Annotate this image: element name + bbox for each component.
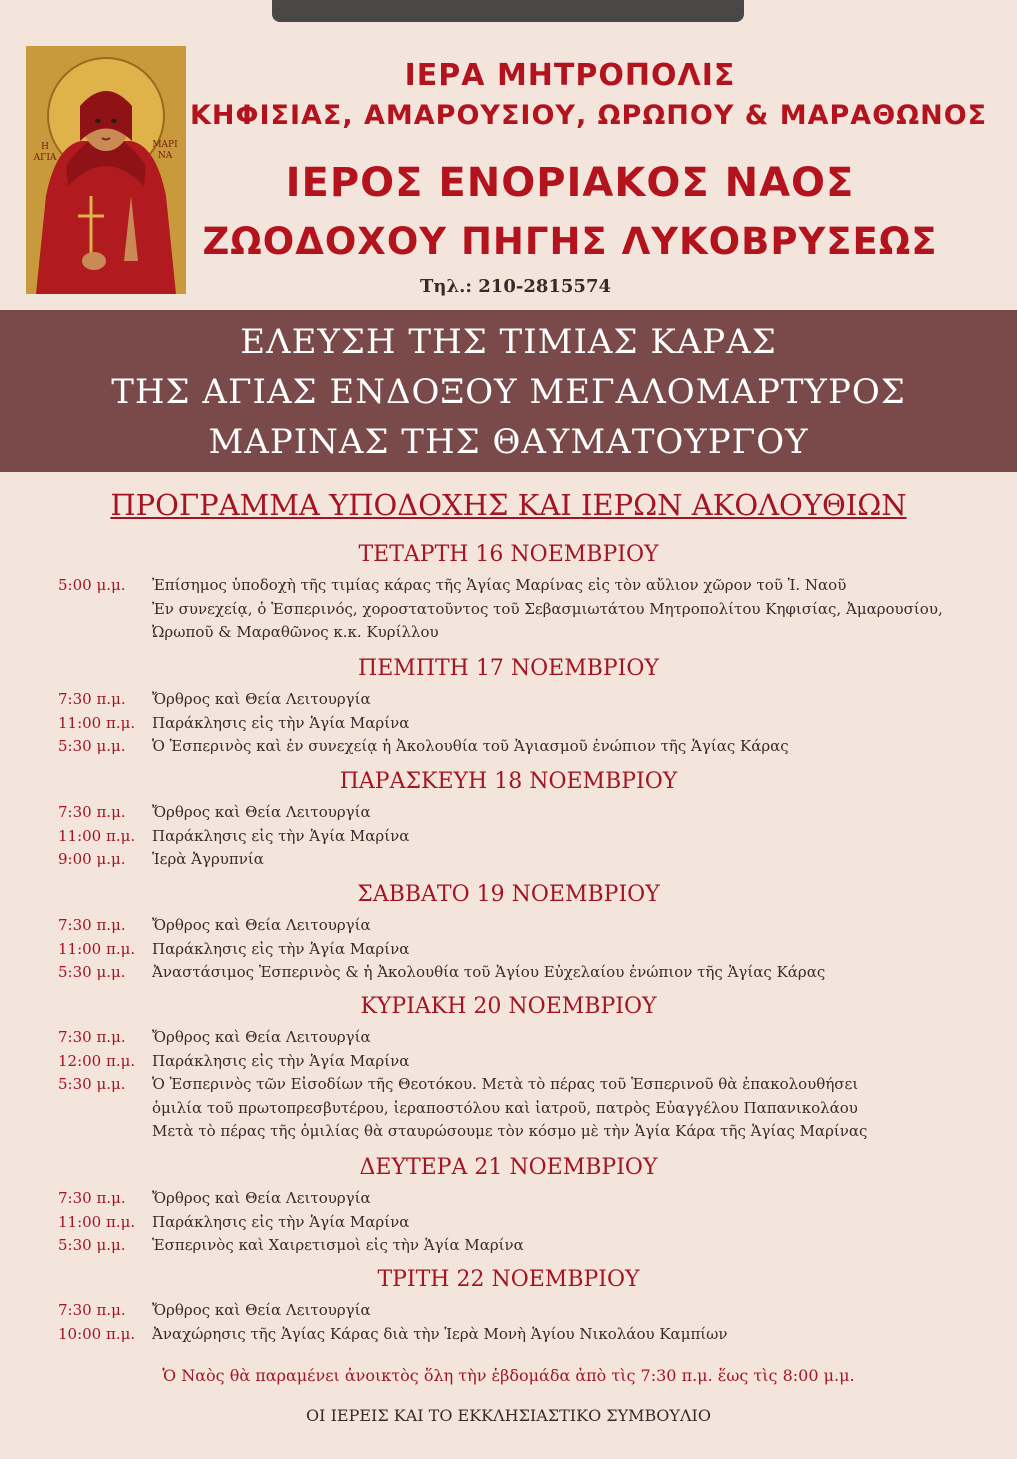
service-description: Ἀναχώρησις τῆς Ἁγίας Κάρας διὰ τὴν Ἱερὰ Μονὴ Ἁγίου Νικολάου Καμπίων xyxy=(152,1324,728,1343)
schedule-row xyxy=(58,940,988,958)
service-time: 11:00 π.μ. xyxy=(58,826,136,845)
schedule-row xyxy=(58,916,988,934)
service-description: Ὁ Ἑσπερινὸς καὶ ἐν συνεχείᾳ ἡ Ἀκολουθία τοῦ Ἁγιασμοῦ ἐνώπιον τῆς Ἁγίας Κάρας xyxy=(152,737,789,755)
icon-inscription-left: Η ΑΓΙΑ xyxy=(33,142,57,163)
top-notch-bar xyxy=(272,0,744,22)
service-time: 7:30 π.μ. xyxy=(58,1189,126,1207)
service-description: Παράκλησις εἰς τὴν Ἁγία Μαρίνα xyxy=(152,713,410,732)
service-time: 5:30 μ.μ. xyxy=(58,1236,126,1254)
service-description: Παράκλησις εἰς τὴν Ἁγία Μαρίνα xyxy=(152,939,410,958)
service-time: 7:30 π.μ. xyxy=(58,690,126,708)
service-description: Ὄρθρος καὶ Θεία Λειτουργία xyxy=(152,1189,371,1207)
banner-line-3: ΜΑΡΙΝΑΣ ΤΗΣ ΘΑΥΜΑΤΟΥΡΓΟΥ xyxy=(208,422,809,462)
service-description: Ἐπίσημος ὑποδοχὴ τῆς τιμίας κάρας τῆς Ἁγίας Μαρίνας εἰς τὸν αὔλιον χῶρον τοῦ Ἱ. Ναοῦ xyxy=(152,576,847,594)
service-description: Ὁ Ἑσπερινὸς τῶν Εἰσοδίων τῆς Θεοτόκου. Μετὰ τὸ πέρας τοῦ Ἑσπερινοῦ θὰ ἐπακολουθήσει xyxy=(152,1075,859,1093)
service-time: 5:30 μ.μ. xyxy=(58,1075,126,1093)
schedule-row xyxy=(58,1099,988,1117)
banner-line-1: ΕΛΕΥΣΗ ΤΗΣ ΤΙΜΙΑΣ ΚΑΡΑΣ xyxy=(240,322,777,362)
signature: ΟΙ ΙΕΡΕΙΣ ΚΑΙ ΤΟ ΕΚΚΛΗΣΙΑΣΤΙΚΟ ΣΥΜΒΟΥΛΙΟ xyxy=(306,1406,711,1425)
schedule-row xyxy=(58,1122,988,1140)
schedule-row xyxy=(58,623,988,641)
day-heading: ΠΑΡΑΣΚΕΥΗ 18 ΝΟΕΜΒΡΙΟΥ xyxy=(339,769,678,794)
schedule-row xyxy=(58,1052,988,1070)
metropolis-subtitle: ΚΗΦΙΣΙΑΣ, ΑΜΑΡΟΥΣΙΟΥ, ΩΡΩΠΟΥ & ΜΑΡΑΘΩΝΟΣ xyxy=(190,100,988,131)
service-time: 7:30 π.μ. xyxy=(58,1028,126,1046)
service-time: 11:00 π.μ. xyxy=(58,939,136,958)
service-time: 12:00 π.μ. xyxy=(58,1051,136,1070)
service-description: Παράκλησις εἰς τὴν Ἁγία Μαρίνα xyxy=(152,826,410,845)
service-description: Ὄρθρος καὶ Θεία Λειτουργία xyxy=(152,1028,371,1046)
phone-number: Τηλ.: 210-2815574 xyxy=(420,276,611,297)
service-description: Παράκλησις εἰς τὴν Ἁγία Μαρίνα xyxy=(152,1212,410,1231)
naos-title: ΙΕΡΟΣ ΕΝΟΡΙΑΚΟΣ ΝΑΟΣ xyxy=(285,160,855,206)
service-description: Ἐν συνεχείᾳ, ὁ Ἑσπερινός, χοροστατοῦντος τοῦ Σεβασμιωτάτου Μητροπολίτου Κηφισίας, Ἀμαρουσίου, xyxy=(152,599,943,618)
program-title: ΠΡΟΓΡΑΜΜΑ ΥΠΟΔΟΧΗΣ ΚΑΙ ΙΕΡΩΝ ΑΚΟΛΟΥΘΙΩΝ xyxy=(110,488,907,522)
day-heading: ΚΥΡΙΑΚΗ 20 ΝΟΕΜΒΡΙΟΥ xyxy=(360,994,657,1019)
service-time: 9:00 μ.μ. xyxy=(58,850,126,868)
service-time: 7:30 π.μ. xyxy=(58,803,126,821)
day-heading: ΣΑΒΒΑΤΟ 19 ΝΟΕΜΒΡΙΟΥ xyxy=(357,882,660,907)
service-time: 7:30 π.μ. xyxy=(58,1301,126,1319)
service-description: ὁμιλία τοῦ πρωτοπρεσβυτέρου, ἱεραποστόλου καὶ ἰατροῦ, πατρὸς Εὐαγγέλου Παπανικολάου xyxy=(152,1098,858,1117)
naos-name: ΖΩΟΔΟΧΟΥ ΠΗΓΗΣ ΛΥΚΟΒΡΥΣΕΩΣ xyxy=(202,220,938,263)
service-description: Ἀναστάσιμος Ἑσπερινὸς & ἡ Ἀκολουθία τοῦ Ἁγίου Εὐχελαίου ἐνώπιον τῆς Ἁγίας Κάρας xyxy=(152,963,826,981)
schedule-row xyxy=(58,1028,988,1046)
schedule-row xyxy=(58,850,988,868)
day-heading: ΤΕΤΑΡΤΗ 16 ΝΟΕΜΒΡΙΟΥ xyxy=(358,542,659,567)
schedule-row xyxy=(58,1301,988,1319)
service-time: 11:00 π.μ. xyxy=(58,1212,136,1231)
service-time: 11:00 π.μ. xyxy=(58,713,136,732)
day-heading: ΠΕΜΠΤΗ 17 ΝΟΕΜΒΡΙΟΥ xyxy=(358,656,659,681)
schedule-row xyxy=(58,1325,988,1343)
service-time: 7:30 π.μ. xyxy=(58,916,126,934)
schedule-row xyxy=(58,576,988,594)
service-time: 5:00 μ.μ. xyxy=(58,576,126,594)
icon-inscription-right: ΜΑΡΙ ΝΑ xyxy=(152,140,178,161)
schedule-row xyxy=(58,1075,988,1093)
service-time: 10:00 π.μ. xyxy=(58,1324,136,1343)
service-description: Ὄρθρος καὶ Θεία Λειτουργία xyxy=(152,690,371,708)
day-heading: ΔΕΥΤΕΡΑ 21 ΝΟΕΜΒΡΙΟΥ xyxy=(359,1155,658,1180)
schedule-row xyxy=(58,803,988,821)
metropolis-title: ΙΕΡΑ ΜΗΤΡΟΠΟΛΙΣ xyxy=(404,58,736,93)
schedule-row xyxy=(58,737,988,755)
service-description: Μετὰ τὸ πέρας τῆς ὁμιλίας θὰ σταυρώσουμε τὸν κόσμο μὲ τὴν Ἁγία Κάρα τῆς Ἁγίας Μαρίνας xyxy=(152,1122,868,1140)
opening-hours-note: Ὁ Ναὸς θὰ παραμένει ἀνοικτὸς ὅλη τὴν ἑβδομάδα ἀπὸ τὶς 7:30 π.μ. ἕως τὶς 8:00 μ.μ. xyxy=(162,1366,855,1385)
service-description: Ἑσπερινὸς καὶ Χαιρετισμοὶ εἰς τὴν Ἁγία Μαρίνα xyxy=(152,1236,524,1254)
service-time: 5:30 μ.μ. xyxy=(58,737,126,755)
saint-marina-icon xyxy=(26,46,186,294)
service-description: Παράκλησις εἰς τὴν Ἁγία Μαρίνα xyxy=(152,1051,410,1070)
schedule-row xyxy=(58,963,988,981)
service-time: 5:30 μ.μ. xyxy=(58,963,126,981)
schedule-row xyxy=(58,1213,988,1231)
service-description: Ἱερὰ Ἀγρυπνία xyxy=(152,850,264,868)
schedule-row xyxy=(58,714,988,732)
service-description: Ὄρθρος καὶ Θεία Λειτουργία xyxy=(152,1301,371,1319)
service-description: Ὄρθρος καὶ Θεία Λειτουργία xyxy=(152,803,371,821)
day-heading: ΤΡΙΤΗ 22 ΝΟΕΜΒΡΙΟΥ xyxy=(377,1267,640,1292)
service-description: Ὄρθρος καὶ Θεία Λειτουργία xyxy=(152,916,371,934)
schedule-row xyxy=(58,1189,988,1207)
schedule-row xyxy=(58,690,988,708)
event-banner xyxy=(0,310,1017,472)
schedule-row xyxy=(58,827,988,845)
schedule-row xyxy=(58,600,988,618)
service-description: Ὠρωποῦ & Μαραθῶνος κ.κ. Κυρίλλου xyxy=(152,623,439,641)
schedule-row xyxy=(58,1236,988,1254)
banner-line-2: ΤΗΣ ΑΓΙΑΣ ΕΝΔΟΞΟΥ ΜΕΓΑΛΟΜΑΡΤΥΡΟΣ xyxy=(111,372,906,412)
